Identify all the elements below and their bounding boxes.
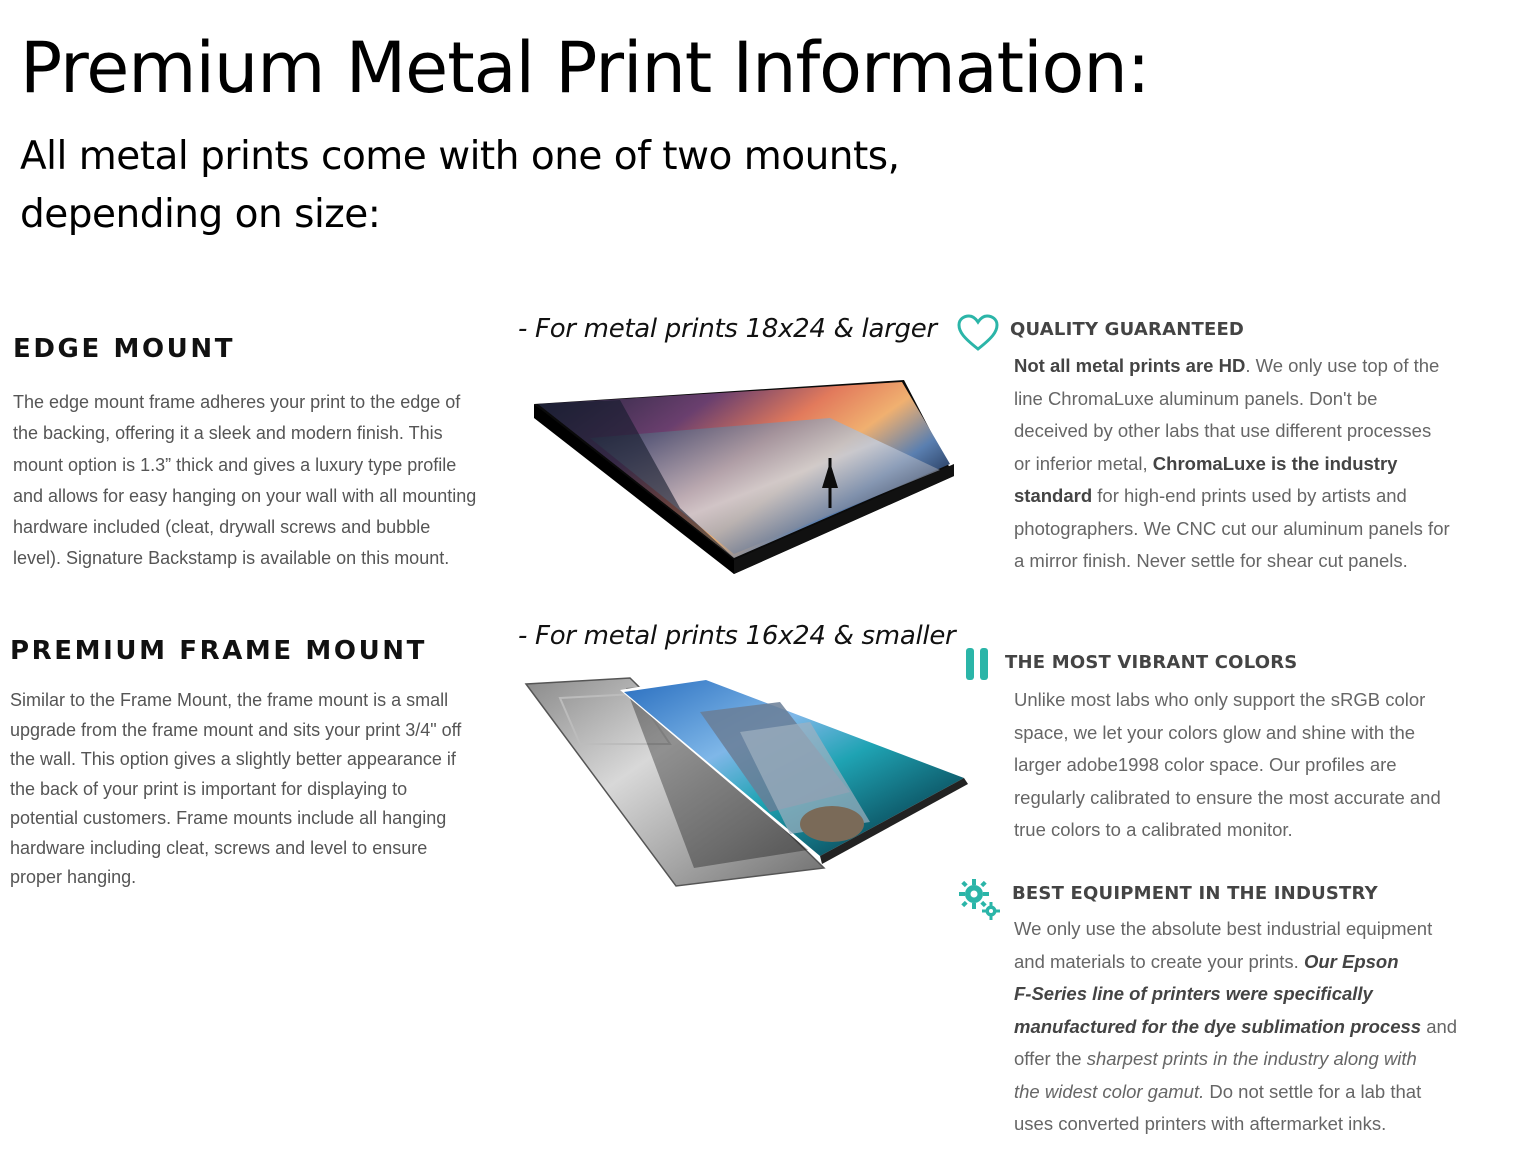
vibrant-colors-heading: THE MOST VIBRANT COLORS	[1005, 652, 1298, 673]
edge-mount-line: hardware included (cleat, drywall screws and bubble	[13, 517, 431, 538]
quality-bold-text: ChromaLuxe is the industry	[1152, 452, 1398, 474]
edge-mount-description	[13, 387, 476, 575]
equipment-line: We only use the absolute best industrial equipment	[1014, 918, 1433, 939]
equipment-line	[1014, 946, 1457, 979]
vibrant-colors-description	[1014, 684, 1441, 847]
page-title: Premium Metal Print Information:	[20, 27, 1150, 109]
page-subtitle	[20, 128, 900, 244]
gears-icon	[958, 878, 1002, 922]
quality-text: for high-end prints used by artists and	[1092, 485, 1407, 506]
equipment-text: and	[1421, 1015, 1458, 1037]
equipment-text: offer the	[1014, 1048, 1087, 1069]
quality-guaranteed-heading: QUALITY GUARANTEED	[1010, 319, 1245, 340]
premium-frame-mount-heading: PREMIUM FRAME MOUNT	[10, 636, 427, 666]
edge-mount-line: mount option is 1.3” thick and gives a luxury type profile	[13, 454, 457, 475]
edge-mount-line: The edge mount frame adheres your print to the edge of	[13, 392, 461, 412]
premium-frame-mount-description	[10, 686, 461, 893]
vibrant-line: regularly calibrated to ensure the most accurate and	[1014, 786, 1441, 808]
quality-bold-text: Not all metal prints are HD	[1014, 355, 1246, 376]
frame-mount-line: potential customers. Frame mounts include all hanging	[10, 808, 447, 828]
best-equipment-heading: BEST EQUIPMENT IN THE INDUSTRY	[1012, 883, 1378, 904]
quality-line: a mirror finish. Never settle for shear cut panels.	[1014, 550, 1408, 571]
quality-line	[1014, 448, 1450, 481]
edge-mount-print-image	[530, 378, 960, 578]
equipment-bold-italic-text: Our Epson	[1303, 950, 1399, 972]
edge-mount-line: the backing, offering it a sleek and modern finish. This	[13, 423, 443, 444]
quality-line: deceived by other labs that use different processes	[1014, 420, 1432, 441]
equipment-italic-text: sharpest prints in the industry along with	[1086, 1048, 1417, 1069]
quality-guaranteed-description	[1014, 350, 1450, 578]
equipment-bold-italic-text: manufactured for the dye sublimation process	[1014, 1015, 1422, 1037]
quality-line: photographers. We CNC cut our aluminum panels for	[1014, 517, 1450, 539]
quality-line	[1014, 350, 1450, 383]
equipment-text: Do not settle for a lab that	[1204, 1080, 1422, 1102]
edge-mount-line: level). Signature Backstamp is available on this mount.	[13, 548, 450, 569]
quality-line: line ChromaLuxe aluminum panels. Don't be	[1014, 387, 1378, 409]
edge-mount-heading: EDGE MOUNT	[13, 334, 236, 364]
frame-mount-line: proper hanging.	[10, 867, 137, 887]
vibrant-line: Unlike most labs who only support the sRGB color	[1014, 689, 1426, 710]
equipment-line	[1014, 1043, 1457, 1076]
equipment-italic-text: the widest color gamut.	[1014, 1080, 1205, 1102]
equipment-line	[1014, 1076, 1457, 1109]
vibrant-line: space, we let your colors glow and shine with the	[1014, 721, 1416, 743]
equipment-line	[1014, 978, 1457, 1011]
premium-frame-mount-print-image	[520, 672, 972, 890]
quality-text: or inferior metal,	[1014, 452, 1153, 474]
frame-mount-line: hardware including cleat, screws and level to ensure	[10, 837, 428, 858]
equipment-line	[1014, 1011, 1457, 1044]
equipment-text: and materials to create your prints.	[1014, 950, 1304, 972]
best-equipment-description	[1014, 913, 1457, 1141]
heart-icon	[956, 314, 1000, 352]
frame-mount-line: the wall. This option gives a slightly better appearance if	[10, 749, 456, 769]
equipment-bold-italic-text: F-Series line of printers were specifically	[1014, 983, 1373, 1004]
frame-mount-line: the back of your print is important for displaying to	[10, 778, 408, 799]
edge-mount-size-caption: - For metal prints 18x24 & larger	[518, 314, 937, 344]
subtitle-line: depending on size:	[20, 192, 381, 237]
vibrant-line: true colors to a calibrated monitor.	[1014, 819, 1293, 840]
quality-bold-text: standard	[1014, 485, 1093, 506]
subtitle-line: All metal prints come with one of two mounts,	[20, 134, 900, 179]
edge-mount-line: and allows for easy hanging on your wall with all mounting	[13, 485, 477, 506]
premium-frame-mount-size-caption: - For metal prints 16x24 & smaller	[518, 621, 956, 651]
vibrant-line: larger adobe1998 color space. Our profiles are	[1014, 754, 1397, 775]
frame-mount-line: upgrade from the frame mount and sits your print 3/4" off	[10, 719, 462, 740]
frame-mount-line: Similar to the Frame Mount, the frame mount is a small	[10, 690, 449, 710]
quality-line	[1014, 480, 1450, 513]
equipment-line: uses converted printers with aftermarket inks.	[1014, 1113, 1387, 1134]
color-bars-icon	[962, 646, 996, 682]
quality-text: . We only use top of the	[1245, 355, 1440, 376]
